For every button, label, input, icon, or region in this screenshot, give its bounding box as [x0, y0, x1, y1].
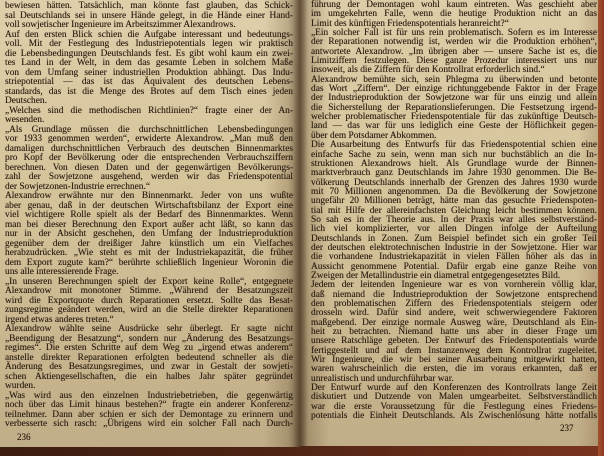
text-line: wurden.: [5, 381, 36, 391]
page-text: [311, 1, 597, 421]
text-line: Der Entwurf wurde auf den Konferenzen des Kontrollrats lange Zeit: [311, 383, 597, 394]
paragraph: [5, 31, 293, 107]
text-line: die Sicherstellung der Reparationslieferungen. Die Festsetzung irgend-: [311, 102, 597, 113]
text-line: insoweit, als die Ziffern für den Kontrollrat erforderlich sind.“: [311, 65, 545, 76]
text-line: verbesserte sich rasch: „Übrigens wird ein solcher Fall nach Durch-: [5, 419, 293, 429]
page-text: [5, 2, 293, 430]
text-line: Auf den ersten Blick schien die Aufgabe interessant und bedeutungs-: [5, 29, 293, 40]
text-line: teilnehmer. Dann aber schien er sich der Demontage zu erinnern und: [5, 409, 293, 420]
paragraph: [311, 384, 597, 421]
paragraph: [5, 107, 293, 126]
text-line: mit 70 Millionen angenommen. Da die Bevölkerung der Sowjetzone: [311, 186, 597, 197]
text-line: Jedem der leitenden Ingenieure war es von vornherein völlig klar,: [311, 280, 597, 291]
text-line: fertiggestellt und auf dem Instanzenweg dem Kontrollrat zugeleitet.: [311, 345, 597, 356]
text-line: nur in der Absicht geschehen, den Umfang der Industrieproduktion: [5, 229, 293, 239]
text-line: heit zu betrachten. Niemand hatte uns aber in dieser Frage um: [311, 327, 597, 338]
text-line: unsere Ratschläge gebeten. Der Entwurf des Friedenspotentials wurde: [311, 336, 597, 347]
text-line: Limitziffern festzulegen. Diese ganze Prozedur interessiert uns nur: [311, 56, 597, 67]
text-line: Deutschlands in Zonen. Zum Beispiel befindet sich ein großer Teil: [311, 233, 597, 244]
text-line: welcher problematischer Friedenspotentiale für das zukünftige Deutsch-: [311, 112, 597, 123]
text-line: aber genau, daß in der deutschen Wirtschaftsbilanz der Export eine: [5, 200, 293, 211]
text-line: lich viel komplizierter, vor allen Dingen infolge der Aufteilung: [311, 224, 597, 235]
text-line: Deutschen.: [5, 96, 47, 106]
paragraph: [5, 2, 293, 31]
paragraph: [5, 325, 293, 392]
text-line: unrealistisch und undurchführbar war.: [311, 373, 454, 384]
text-line: Alexandrow bemühte sich, sein Phlegma zu überwinden und betonte: [311, 74, 597, 85]
left-page: [0, 0, 300, 447]
text-line: schen Aktiengesellschaften, die ein halbes Jahr später gegründet: [5, 371, 293, 382]
text-line: gegenüber dem der dreißiger Jahre künstlich um ein Vielfaches: [5, 238, 293, 249]
text-line: zungsregime geändert werden, wird an die Stelle direkter Reparationen: [5, 305, 293, 315]
text-line: im umgekehrten Falle, wenn die heutige Produktion nicht an das: [311, 9, 597, 20]
paragraph: [5, 392, 293, 430]
paragraph: [5, 126, 293, 193]
text-line: bewiesen hätten. Tatsächlich, man könnte fast glauben, das Schick-: [5, 1, 293, 11]
text-line: der Industrieproduktion der Sowjetzone war für uns einzig und allein: [311, 93, 597, 104]
paragraph: [311, 76, 597, 141]
text-line: antwortete Alexandrow. „Im übrigen aber — unsere Sache ist es, die: [311, 46, 597, 57]
text-line: das Wort „Ziffern“. Der einzige richtunggebende Faktor in der Frage: [311, 84, 597, 95]
text-line: „Was wird aus den einzelnen Industriebetrieben, die gegenwärtig: [5, 390, 293, 401]
text-line: „Ein solcher Fall ist für uns rein problematisch. Sofern es im Interesse: [311, 28, 597, 39]
text-line: der Sowjetzonen-Industrie errechnen.“: [5, 181, 150, 192]
text-line: land — das war für uns lediglich eine Geste der Höflichkeit gegen-: [311, 121, 597, 132]
text-line: anstelle direkter Reparationen erfolgten bedeutend schneller als die: [5, 352, 293, 363]
text-line: der Reparationen notwendig ist, werden wir die Produktion erhöhen“,: [311, 37, 597, 48]
text-line: sal Deutschlands sei in unsere Hände gelegt, in die Hände einer Hand-: [5, 10, 293, 21]
text-line: viel wichtigere Rolle spielt als der Bedarf des Binnenmarktes. Wenn: [5, 210, 293, 220]
text-line: „Als Grundlage müssen die durchschnittlichen Lebensbedingungen: [5, 124, 293, 135]
text-line: uns alle interessierende Frage.: [5, 267, 119, 277]
text-line: struktionen Alexandrows hielt. Als Grundlage wurde der Binnen-: [311, 158, 597, 169]
text-line: irgend etwas anderes treten.“: [5, 314, 114, 325]
text-line: über dem Potsdamer Abkommen.: [311, 130, 437, 141]
text-line: von dem Umfang seiner industriellen Produktion abhängt. Das Indu-: [5, 67, 293, 78]
text-line: den problematischen Ziffern des Friedenspotentials steigern oder: [311, 299, 597, 309]
paragraph: [5, 192, 293, 278]
text-line: „Beendigung der Besatzung“, sondern nur „Änderung des Besatzungs-: [5, 333, 293, 344]
text-line: Änderung des Besatzungsregimes, und zwar in Gestalt der sowjeti-: [5, 362, 293, 372]
text-line: regimes“. Die ersten Schritte auf dem Weg zu „irgend etwas anderem“: [5, 343, 293, 353]
text-line: herabzudrücken. „Wie steht es mit der Industriekapazität, die früher: [5, 248, 293, 258]
text-line: zahl der Sowjetzone ausgehend, werden wir das Friedenspotential: [5, 172, 293, 182]
text-line: damaligen durchschnittlichen Verbrauch des deutschen Binnenmarktes: [5, 143, 293, 154]
text-line: diskutiert und Dutzende von Malen umgearbeitet. Selbstverständlich: [311, 392, 597, 403]
text-line: führung der Demontagen wohl kaum eintreten. Was geschieht aber: [311, 0, 597, 10]
text-line: man bei dieser Berechnung den Export außer acht läßt, so kann das: [5, 219, 293, 230]
text-line: Alexandrow erwähnte nur den Binnenmarkt. Jeder von uns wußte: [5, 191, 293, 201]
text-line: „In unseren Berechnungen spielt der Export keine Rolle“, entgegnete: [5, 276, 293, 287]
text-line: vor 1933 genommen werden“, erwiderte Alexandrow. „Man muß den: [5, 134, 293, 144]
text-line: voll sowjetischer Ingenieure im Arbeitszimmer Alexandrows.: [5, 20, 236, 30]
text-line: dem Export zugute kam?“ berührte schließlich Ingenieur Woronin die: [5, 257, 293, 268]
text-line: tial mit Hilfe der allereinfachsten Gleichung leicht bestimmen können.: [311, 205, 597, 216]
gutter-shadow: [293, 0, 307, 447]
text-line: pro Kopf der Bevölkerung oder die entsprechenden Verbrauchsziffern: [5, 153, 293, 163]
right-page: [300, 0, 598, 446]
text-line: drosseln wird. Dafür sind andere, weit schwerwiegendere Faktoren: [311, 308, 597, 319]
text-line: ungefähr 20 Millionen beträgt, hätte man das gesuchte Friedenspoten-: [311, 196, 597, 207]
text-line: daß niemand die Industrieproduktion der Sowjetzone entsprechend: [311, 289, 597, 300]
text-line: voll. Mit der Festlegung des Industriepotentials legen wir praktisch: [5, 39, 293, 49]
text-line: Alexandrow mit monotoner Stimme. „Während der Besatzungszeit: [5, 286, 293, 296]
text-line: noch über das Limit hinaus bestehen?“ fragte ein anderer Konferenz-: [5, 400, 293, 410]
text-line: Wir Ingenieure, die wir bei seiner Ausarbeitung mitgewirkt hatten,: [311, 355, 597, 366]
paragraph: [311, 141, 597, 281]
text-line: war die erste Voraussetzung für die Festlegung eines Friedens-: [311, 401, 597, 412]
text-line: die vorhandene Industriekapazität in vielen Fällen höher als das in: [311, 252, 597, 263]
page-number: 237: [560, 423, 574, 433]
text-line: So sah es in der Theorie aus. In der Praxis war alles selbstverständ-: [311, 214, 597, 225]
text-line: völkerung Deutschlands innerhalb der Grenzen des Jahres 1930 wurde: [311, 177, 597, 188]
text-line: der deutschen elektrotechnischen Industrie in der Sowjetzone. Hier war: [311, 242, 597, 253]
text-line: tes Land in der Welt, in dem das gesamte Leben in solchem Maße: [5, 58, 293, 68]
text-line: striepotential — das ist das Äquivalent des deutschen Lebens-: [5, 77, 293, 87]
text-line: Zweigen der Metallindustrie ein diametral entgegengesetztes Bild.: [311, 270, 561, 281]
page-number: 236: [17, 432, 31, 442]
paragraph: [311, 1, 597, 29]
paragraph: [311, 281, 597, 384]
paragraph: [311, 29, 597, 76]
text-line: potentials die Einheit Deutschlands. Als Zwischenlösung hätte notfalls: [311, 411, 597, 422]
text-line: wesenden.: [5, 115, 45, 125]
text-line: „Welches sind die methodischen Richtlinien?“ fragte einer der An-: [5, 105, 293, 116]
paragraph: [5, 278, 293, 326]
text-line: Alexandrow wählte seine Ausdrücke sehr überlegt. Er sagte nicht: [5, 324, 293, 334]
text-line: Die Ausarbeitung des Entwurfs für das Friedenspotential schien eine: [311, 140, 597, 151]
text-line: waren wahrscheinlich die ersten, die im voraus erkannten, daß er: [311, 364, 597, 375]
text-line: die Lebensbedingungen Deutschlands fest. Es gibt wohl kaum ein zwei-: [5, 48, 293, 59]
text-line: Aussicht genommene Potential. Dafür ergab eine ganze Reihe von: [311, 261, 597, 272]
text-line: maßgebend. Der einzige normale Ausweg wäre, Deutschland als Ein-: [311, 317, 597, 328]
text-line: standards, das ist die Menge des Brotes auf dem Tisch eines jeden: [5, 86, 293, 97]
text-line: wird die Exportquote durch Reparationen ersetzt. Sollte das Besat-: [5, 295, 293, 306]
book-cover-edge: [598, 0, 604, 456]
text-line: einfache Sache zu sein, wenn man sich nur buchstäblich an die In-: [311, 149, 597, 160]
text-line: berechnen. Von diesen Daten und der gegenwärtigen Bevölkerungs-: [5, 162, 293, 173]
text-line: Limit des künftigen Friedenspotentials heranreicht?“: [311, 18, 509, 29]
text-line: marktverbrauch ganz Deutschlands im Jahre 1930 genommen. Die Be-: [311, 168, 597, 179]
